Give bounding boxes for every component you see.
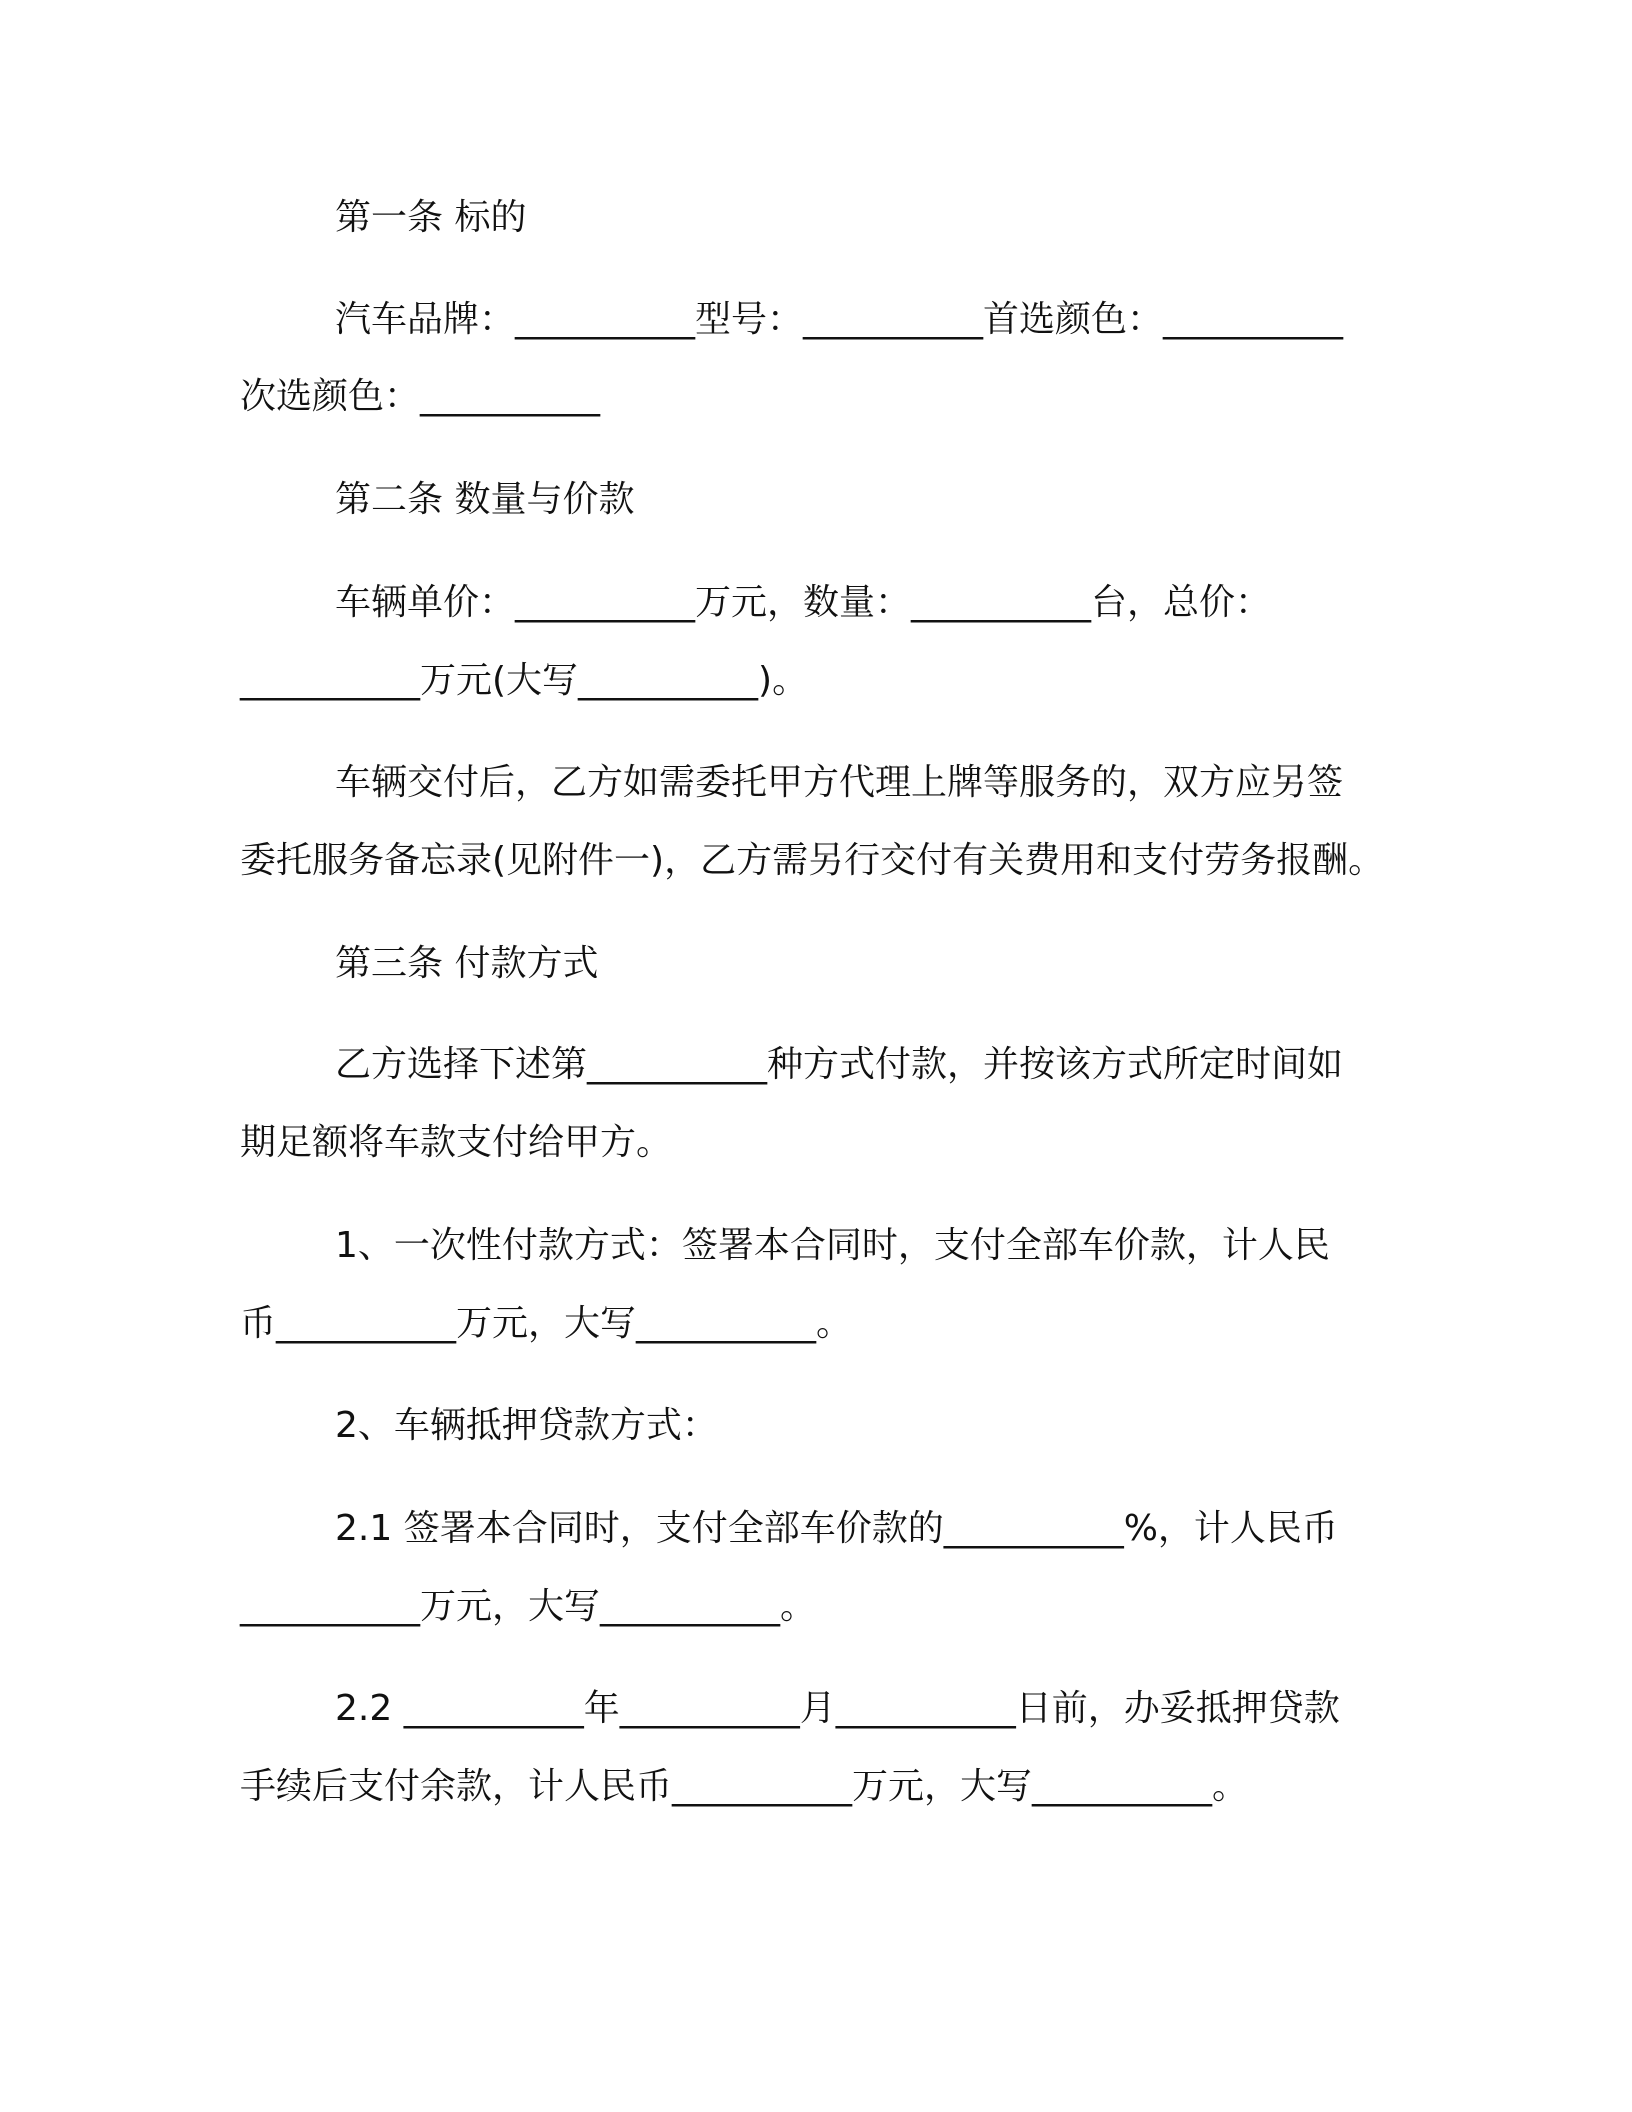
article-3-heading: 第三条 付款方式 (335, 943, 599, 984)
loan-clause-2-2-line-1: 2.2 __________年__________月__________日前，办妥抵押贷款 (335, 1688, 1340, 1729)
loan-clause-2-1-line-1: 2.1 签署本合同时，支付全部车价款的__________%，计人民币 (335, 1508, 1338, 1549)
lump-sum-line-1: 1、一次性付款方式：签署本合同时，支付全部车价款，计人民 (335, 1225, 1330, 1266)
vehicle-info-line-1: 汽车品牌：__________型号：__________首选颜色：__________ (335, 299, 1344, 340)
price-line-2: __________万元(大写__________)。 (240, 660, 809, 701)
vehicle-info-line-2: 次选颜色：__________ (240, 376, 601, 417)
payment-intro-line-2: 期足额将车款支付给甲方。 (240, 1122, 673, 1163)
service-line-1: 车辆交付后，乙方如需委托甲方代理上牌等服务的，双方应另签 (335, 762, 1344, 803)
loan-option-heading: 2、车辆抵押贷款方式： (335, 1405, 718, 1446)
loan-clause-2-1-line-2: __________万元，大写__________。 (240, 1586, 817, 1627)
price-line-1: 车辆单价：__________万元，数量：__________台，总价： (335, 582, 1272, 623)
service-line-2: 委托服务备忘录(见附件一)，乙方需另行交付有关费用和支付劳务报酬。 (240, 840, 1385, 881)
payment-intro-line-1: 乙方选择下述第__________种方式付款，并按该方式所定时间如 (335, 1044, 1344, 1085)
article-2-heading: 第二条 数量与价款 (335, 479, 635, 520)
loan-clause-2-2-line-2: 手续后支付余款，计人民币__________万元，大写__________。 (240, 1766, 1249, 1807)
article-1-heading: 第一条 标的 (335, 197, 527, 238)
lump-sum-line-2: 币__________万元，大写__________。 (240, 1303, 853, 1344)
